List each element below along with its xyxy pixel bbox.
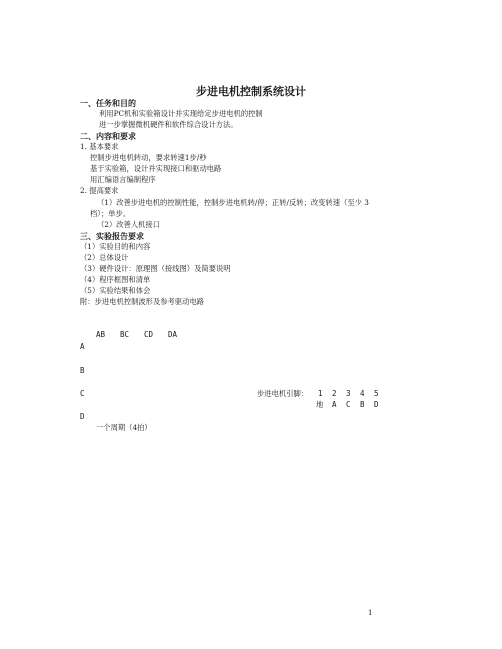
pin-number: 2 [332, 389, 337, 398]
period-label: 一个周期（4拍） [96, 423, 152, 432]
text-line: 控制步进电机转动，要求转速1步/秒 [90, 153, 207, 162]
pin-signal: C [346, 400, 351, 409]
section-heading-report: 三、实验报告要求 [80, 232, 144, 241]
text-line: （2）改善人机接口 [97, 220, 161, 229]
text-line: 基于实验箱，设计并实现接口和驱动电路 [90, 164, 222, 173]
row-label: D [80, 412, 85, 421]
pin-number: 4 [360, 389, 365, 398]
row-label: A [80, 342, 85, 351]
pin-signal: B [360, 400, 365, 409]
pin-signal: A [332, 400, 337, 409]
phase-label: BC [120, 330, 130, 339]
list-item: （2）总体设计 [80, 253, 129, 262]
row-label: B [80, 366, 85, 375]
pin-number: 5 [374, 389, 379, 398]
text-line: （1）改善步进电机的控制性能，控制步进电机转/停；正转/反转；改变转速（至少 3 [97, 198, 369, 207]
subheading-advanced: 2. 提高要求 [80, 186, 119, 195]
text-line: 档）；单步。 [90, 209, 131, 218]
pin-label: 步进电机引脚： [257, 389, 309, 398]
page-title: 步进电机控制系统设计 [196, 85, 306, 98]
pin-number: 1 [318, 389, 323, 398]
list-item: （1）实验目的和内容 [80, 242, 151, 251]
pin-signal: 地 [316, 400, 324, 409]
text-line: 进一步掌握微机硬件和软件综合设计方法。 [99, 120, 238, 129]
section-heading-task: 一、任务和目的 [80, 99, 136, 108]
appendix-line: 附：步进电机控制波形及参考驱动电路 [80, 297, 205, 306]
section-heading-content: 二、内容和要求 [80, 132, 136, 141]
page-number: 1 [368, 609, 373, 617]
text-line: 用汇编语言编制程序 [90, 175, 156, 184]
text-line: 利用PC机和实验箱设计并实现给定步进电机的控制 [99, 109, 263, 118]
phase-label: AB [96, 330, 106, 339]
phase-label: DA [168, 330, 178, 339]
list-item: （3）硬件设计：原理图（接线图）及简要说明 [80, 264, 231, 273]
row-label: C [80, 389, 85, 398]
pin-signal: D [374, 400, 379, 409]
phase-label: CD [144, 330, 154, 339]
subheading-basic: 1. 基本要求 [80, 142, 119, 151]
pin-number: 3 [346, 389, 351, 398]
list-item: （4）程序框图和清单 [80, 275, 151, 284]
list-item: （5）实验结果和体会 [80, 286, 151, 295]
